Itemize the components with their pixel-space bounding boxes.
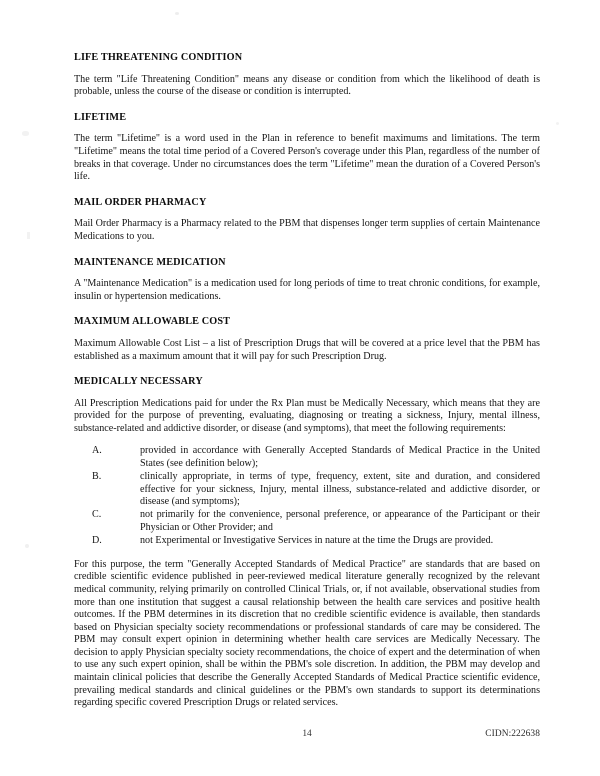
section-heading: MAXIMUM ALLOWABLE COST bbox=[74, 316, 231, 328]
list-item bbox=[92, 445, 540, 470]
section-mail-order-pharmacy bbox=[74, 197, 540, 244]
section-medically-necessary bbox=[74, 376, 540, 710]
section-closing-paragraph: For this purpose, the term "Generally Accepted Standards of Medical Practice" are standards that are based on credible scientific evidence published in peer-reviewed medical literature generally recognized by the relevant medical community, relying primarily on controlled Clinical Trials, or, if not available, observational studies from more than one institution that suggest a causal relationship between the health care services and positive health outcomes. If the PBM determines in its discretion that no credible scientific evidence is available, then standards based on Physician specialty society recommendations or professional standards of care may be considered. The PBM may consult expert opinion in determining whether health care services are Medically Necessary. The decision to apply Physician specialty society recommendations, the choice of expert and the determination of when to use any such expert opinion, shall be within the PBM's sole discretion. In addition, the PBM may develop and maintain clinical policies that describe the Generally Accepted Standards of Medical Practice scientific evidence, prevailing medical standards and clinical guidelines or the PBM's own standards to support its determinations regarding specific covered Prescription Drugs or related services. bbox=[74, 558, 540, 709]
section-heading: MEDICALLY NECESSARY bbox=[74, 376, 203, 388]
scan-artifact-icon bbox=[175, 12, 179, 15]
section-life-threatening-condition bbox=[74, 52, 540, 99]
section-heading: MAIL ORDER PHARMACY bbox=[74, 196, 207, 208]
section-paragraph: A "Maintenance Medication" is a medication used for long periods of time to treat chronic conditions, for example, insulin or hypertension medications. bbox=[74, 278, 540, 302]
list-item bbox=[92, 509, 540, 534]
scan-artifact-icon bbox=[556, 122, 559, 125]
list-item bbox=[92, 535, 540, 548]
page-footer bbox=[74, 728, 540, 744]
list-item-marker: D. bbox=[92, 535, 102, 547]
scan-artifact-icon bbox=[27, 232, 30, 239]
list-item-text: clinically appropriate, in terms of type, frequency, extent, site and duration, and considered effective for your sickness, Injury, mental illness, substance-related and addictive disorder, or disease (and symptoms); bbox=[140, 471, 540, 508]
list-item-text: not primarily for the convenience, personal preference, or appearance of the Participant or their Physician or Other Provider; and bbox=[140, 509, 540, 534]
list-item-text: provided in accordance with Generally Accepted Standards of Medical Practice in the United States (see definition below); bbox=[140, 445, 540, 470]
section-paragraph: All Prescription Medications paid for under the Rx Plan must be Medically Necessary, which means that they are provided for the purpose of preventing, evaluating, diagnosing or treating a sickness, Injury, mental illness, substance-related and addictive disorder, or disease (and symptoms), that meet the following requirements: bbox=[74, 397, 540, 434]
scan-artifact-icon bbox=[25, 544, 29, 548]
section-paragraph: Mail Order Pharmacy is a Pharmacy related to the PBM that dispenses longer term supplies of certain Maintenance Medications to you. bbox=[74, 218, 540, 242]
list-item-marker: C. bbox=[92, 509, 102, 521]
list-item-marker: B. bbox=[92, 471, 102, 483]
section-maximum-allowable-cost bbox=[74, 316, 540, 363]
section-heading: MAINTENANCE MEDICATION bbox=[74, 256, 226, 268]
list-item-text: not Experimental or Investigative Services in nature at the time the Drugs are provided. bbox=[140, 535, 494, 547]
section-maintenance-medication bbox=[74, 257, 540, 304]
page-number: 14 bbox=[302, 729, 312, 739]
section-heading: LIFETIME bbox=[74, 111, 127, 123]
requirements-list bbox=[74, 445, 540, 547]
section-heading: LIFE THREATENING CONDITION bbox=[74, 52, 243, 63]
section-paragraph: The term "Life Threatening Condition" means any disease or condition from which the likelihood of death is probable, unless the course of the disease or condition is interrupted. bbox=[74, 73, 540, 98]
section-lifetime bbox=[74, 112, 540, 184]
list-item bbox=[92, 471, 540, 509]
section-paragraph: The term "Lifetime" is a word used in the Plan in reference to benefit maximums and limitations. The term "Lifetime" means the total time period of a Covered Person's coverage under this Plan, regardless of the number of breaks in that coverage. Under no circumstances does the term "Lifetime" mean the duration of a Covered Person's life. bbox=[74, 133, 540, 183]
list-item-marker: A. bbox=[92, 445, 102, 457]
scan-artifact-icon bbox=[22, 131, 29, 136]
document-code: CIDN:222638 bbox=[485, 729, 540, 739]
section-paragraph: Maximum Allowable Cost List – a list of Prescription Drugs that will be covered at a price level that the PBM has established as a maximum amount that it will pay for such Prescription Drug. bbox=[74, 337, 540, 362]
document-body bbox=[74, 52, 540, 710]
